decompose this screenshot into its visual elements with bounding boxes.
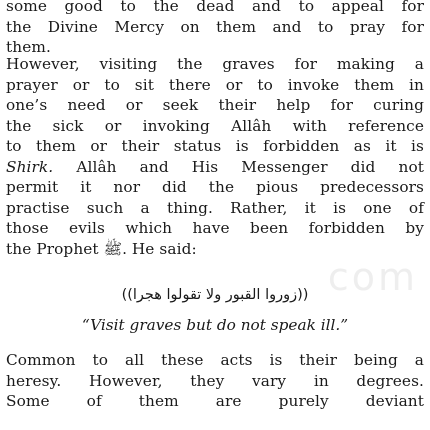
text-line: the sick or invoking Allâh with reference	[6, 116, 424, 135]
text-line: Common to all these acts is their being a	[6, 351, 424, 369]
text-line: prayer or to sit there or to invoke them in	[6, 75, 424, 94]
hadith-translation: “Visit graves but do not speak ill.”	[81, 316, 349, 334]
text-line: permit it nor did the pious predecessors	[6, 178, 424, 196]
shirk-line-rest: Allâh and His Messenger did not	[53, 157, 424, 176]
text-line: the Divine Mercy on them and to pray for	[6, 17, 424, 36]
text-line: Some of them are purely deviant	[6, 392, 424, 410]
paragraph-intro	[6, 0, 424, 58]
text-line: them.	[6, 38, 51, 56]
text-line: the Prophet ﷺ. He said:	[6, 239, 197, 258]
text-line: one’s need or seek their help for curing	[6, 96, 424, 114]
paragraph-visiting-graves	[6, 54, 424, 259]
text-line: heresy. However, they vary in degrees.	[6, 371, 424, 390]
watermark-text: com	[327, 255, 418, 299]
text-line-shirk	[6, 157, 424, 178]
text-line: However, visiting the graves for making a	[6, 55, 424, 73]
text-line: practise such a thing. Rather, it is one of	[6, 198, 424, 217]
paragraph-common-acts	[6, 350, 424, 412]
text-line: those evils which have been forbidden by	[6, 219, 424, 237]
text-line: some good to the dead and to appeal for	[6, 0, 424, 15]
text-line: to them or their status is forbidden as it is	[6, 137, 424, 155]
hadith-arabic: ((زوروا القبور ولا تقولوا هجرا))	[121, 287, 309, 303]
shirk-term: Shirk.	[6, 157, 54, 176]
